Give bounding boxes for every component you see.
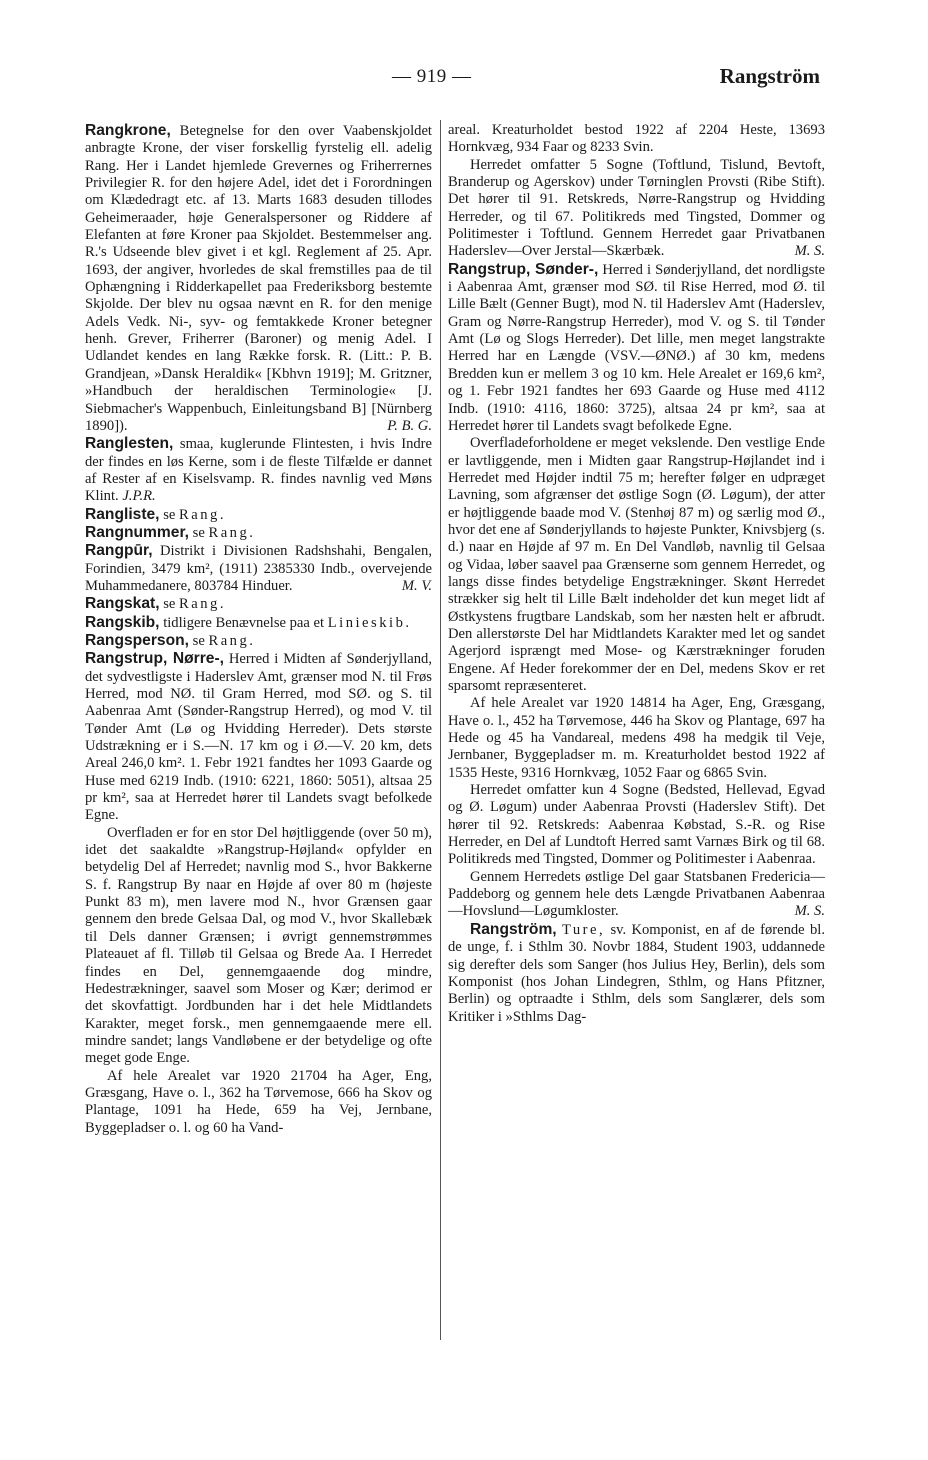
- entry-text: se: [163, 596, 176, 613]
- cross-reference: Rang.: [208, 632, 256, 649]
- paragraph: Af hele Arealet var 1920 14814 ha Ager, Eng, Græsgang, Have o. l., 452 ha Tørvemose, 446 ha Skov og Plantage, 697 ha Hede og 45 ha Vandareal, medens 498 ha medgik til Veje, Jernbaner, Byggepladser m. m. Kreaturholdet bestod 1922 af 1535 Heste, 9316 Hornkvæg, 1052 Faar og 6865 Svin.: [448, 695, 825, 781]
- author-signature: M. S.: [794, 903, 825, 920]
- paragraph: [448, 157, 825, 261]
- entry-rangstrup-sonder: [448, 261, 825, 435]
- headword: Rangstrup, Sønder-,: [448, 260, 599, 278]
- entry-rangpur: [85, 542, 432, 595]
- entry-rangskib: [85, 614, 432, 632]
- headword: Rangpūr,: [85, 542, 153, 560]
- entry-text: Betegnelse for den over Vaabenskjoldet anbragte Krone, der viser forskellig fyrstelig ell. adelig Rang. Her i Landet hjemlede Grevernes og Friherrernes Privilegier R. for den højere Adel, idet det i Forordningen om Klædedragt etc. af 13. Marts 1683 desuden tillodes Geheimeraader, høje Generalspersoner og Riddere af Elefanten at føre Kroner paa Skjoldet. Bestemmelser ang. R.'s Udseende blev givet i et kgl. Reglement af 25. Apr. 1693, der angiver, hvorledes de skal fremstilles paa de til Ophængning i Ridderkapellet paa Frederiksborg bestemte Skjolde. Der blev nu ogsaa nævnt en R. for den menige Adels Vedk. Ni-, syv- og femtakkede Kroner betegner henh. Grever, Friherrer (Baroner) og menig Adel. I Udlandet kendes en lang Række forsk. R. (Litt.: P. B. Grandjean, »Dansk Heraldik« [Kbhvn 1919]; M. Gritzner, »Handbuch der heraldischen Terminologie« [J. Siebmacher's Wappenbuch, Einleitungsband B] [Nürnberg 1890]).: [85, 123, 432, 434]
- cross-reference: Rang.: [179, 596, 226, 613]
- headword: Rangström,: [470, 920, 557, 938]
- headword: Rangsperson,: [85, 631, 189, 649]
- author-signature: J.P.R.: [122, 488, 156, 505]
- entry-text: Herred i Sønderjylland, det nordligste i Aabenraa Amt, grænser mod SØ. til Rise Herred, mod Ø. til Lille Bælt (Genner Bugt), mod N. til Haderslev Amt (Haderslev, Gram og Nørre-Rangstrup Herreder), mod V. og S. til Tønder Amt (Lø og Slogs Herreder). Det lille, men meget langstrakte Herred har en Længde (VSV.—ØNØ.) af 30 km, medens Bredden kun er mellem 3 og 10 km. Hele Arealet er 169,6 km², og 1. Febr 1921 fandtes her 693 Gaarde og Huse med 4112 Indb. (1910: 4116, 1860: 3725), altsaa 24 pr km², saa at Herredet hører til Landets svagt befolkede Egne.: [448, 261, 825, 434]
- entry-rangkrone: [85, 122, 432, 435]
- person-name: Ture,: [561, 921, 606, 938]
- page-header: [0, 66, 928, 96]
- running-head: Rangström: [719, 64, 820, 88]
- entry-rangsperson: [85, 632, 432, 650]
- headword: Rangnummer,: [85, 523, 189, 541]
- cross-reference: Linieskib.: [327, 614, 412, 631]
- paragraph-text: Herredet omfatter 5 Sogne (Toftlund, Tislund, Bevtoft, Branderup og Agerskov) under Tørninglen Provsti (Ribe Stift). Det hører til 91. Retskreds, Nørre-Rangstrup og Hvidding Herreder, og til 67. Politikreds med Tingsted, Dommer og Politimester i Toftlund. Gennem Herredet gaar Privatbanen Haderslev—Over Jerstal—Skærbæk.: [448, 156, 825, 260]
- entry-text: sv. Komponist, en af de førende bl. de unge, f. i Sthlm 30. Novbr 1884, Student 1903, uddannede sig derefter dels som Sanger (hos Julius Hey, Berlin), dels som Komponist (hos Johan Lindegren, Sthlm, og Hans Pfitzner, Berlin) og optraadte i Sthlm, dels som Sanglærer, dels som Kritiker i »Sthlms Dag-: [448, 921, 825, 1025]
- headword: Rangstrup, Nørre-,: [85, 650, 224, 668]
- author-signature: M. V.: [401, 577, 432, 594]
- entry-text: smaa, kuglerunde Flintesten, i hvis Indre der findes en løs Kerne, som i de fleste Tilfælde er dannet af Rester af en Kiselsvamp. R. findes navnlig ved Møns Klint.: [85, 436, 432, 505]
- entry-text: se: [192, 632, 205, 649]
- entry-rangstrup-norre: [85, 650, 432, 824]
- entry-text: se: [163, 506, 176, 523]
- entry-ranglesten: [85, 435, 432, 505]
- headword: Rangkrone,: [85, 122, 171, 139]
- paragraph: Herredet omfatter kun 4 Sogne (Bedsted, Hellevad, Egvad og Ø. Løgum) under Aabenraa Provsti (Haderslev Stift). Det hører til 92. Retskreds: Aabenraa Købstad, S.-R. og Rise Herreder, en Del af Lundtoft Herred samt Varnæs Birk og til 68. Politikreds med Tingsted, Dommer og Politimester i Aabenraa.: [448, 782, 825, 868]
- page-number: — 919 —: [392, 66, 472, 87]
- author-signature: M. S.: [794, 243, 825, 260]
- entry-text: Herred i Midten af Sønderjylland, det sydvestligste i Haderslev Amt, grænser mod N. til Frøs Herred, mod NØ. til Gram Herred, mod SØ. og S. til Aabenraa Amt (Sønder-Rangstrup Herred), og mod V. til Tønder Amt (Lø og Hvidding Herreder). Dets største Udstrækning er i S.—N. 17 km og i Ø.—V. 20 km, dets Areal 246,0 km². 1. Febr 1921 fandtes her 1093 Gaarde og Huse med 6219 Indb. (1910: 6221, 1860: 5051), altsaa 25 pr km², saa at Herredet hører til Landets svagt befolkede Egne.: [85, 651, 432, 824]
- author-signature: P. B. G.: [387, 417, 432, 434]
- cross-reference: Rang.: [208, 524, 256, 541]
- paragraph: Overfladeforholdene er meget vekslende. Den vestlige Ende er lavtliggende, men i Midten gaar Rangstrup-Højlandet ind i Herredet med Højder indtil 75 m; herefter følger en udpræget Lavning, som afgrænser det østlige Sogn (Ø. Løgum), der atter er højtliggende baade mod V. (Stenhøj 87 m) og særlig mod Ø., hvor det ene af Sønderjyllands to højeste Punkter, Knivsbjerg (s. d.) naar en Højde af 97 m. En Del Vandløb, navnlig til Gelsaa og Vidaa, løber saavel paa Grænserne som gennem Herredet, og langs disse findes betydelige Engstrækninger. Skønt Herredet strækker sig helt til Lille Bælt indeholder det kun meget lidt af Østkystens frugtbare Landskab, som her næsten helt er afbrudt. Den allerstørste Del har Midtlandets Karakter med let og sandet Agerjord isprængt med Mose- og Kærstrækninger foruden Engene. Af Heder forekommer der en Del, medens Skov er ret sparsomt repræsenteret.: [448, 435, 825, 694]
- entry-rangstrom: [448, 921, 825, 1026]
- entry-rangskat: [85, 595, 432, 613]
- right-column: [448, 122, 825, 1026]
- entry-rangnummer: [85, 524, 432, 542]
- headword: Rangskat,: [85, 595, 160, 613]
- paragraph-text: Gennem Herredets østlige Del gaar Statsbanen Fredericia—Paddeborg og gennem hele dets Længde Privatbanen Aabenraa—Hovslund—Løgumkloster.: [448, 868, 825, 920]
- headword: Rangskib,: [85, 613, 160, 631]
- headword: Rangliste,: [85, 505, 160, 523]
- paragraph: areal. Kreaturholdet bestod 1922 af 2204 Heste, 13693 Hornkvæg, 934 Faar og 8233 Svin.: [448, 122, 825, 156]
- entry-text: se: [192, 524, 205, 541]
- headword: Ranglesten,: [85, 435, 174, 453]
- column-divider: [440, 120, 441, 1340]
- entry-text: Distrikt i Divisionen Radshshahi, Bengalen, Forindien, 3479 km², (1911) 2385330 Indb., overvejende Muhammedanere, 803784 Hinduer.: [85, 543, 432, 594]
- entry-rangliste: [85, 506, 432, 524]
- left-column: [85, 122, 432, 1137]
- cross-reference: Rang.: [179, 506, 226, 523]
- paragraph: Overfladen er for en stor Del højtliggende (over 50 m), idet det saakaldte »Rangstrup-Højland« opfylder en betydelig Del af Herredet; navnlig mod S., hvor Bakkerne S. f. Rangstrup By naar en Højde af over 80 m (højeste Punkt 83 m), men lavere mod N., hvor Grænsen gaar gennem den brede Gelsaa Dal, og mod V., hvor Skallebæk til Dels danner Grænsen; i øvrigt gennemstrømmes Plateauet af fl. Tilløb til Gelsaa og Brede Aa. I Herredet findes en Del, gennemgaaende dog mindre, Hedestrækninger, saavel som Moser og Kær; derimod er det skovfattigt. Jordbunden har i det hele Midtlandets Karakter, meget forsk., men gennemgaaende mere ell. mindre sandet; langs Vandløbene er der betydelige og ofte meget gode Enge.: [85, 824, 432, 1067]
- entry-text: tidligere Benævnelse paa et: [163, 614, 325, 631]
- paragraph: Af hele Arealet var 1920 21704 ha Ager, Eng, Græsgang, Have o. l., 362 ha Tørvemose, 666 ha Skov og Plantage, 1091 ha Hede, 659 ha Vej, Jernbane, Byggepladser o. l. og 60 ha Vand-: [85, 1067, 432, 1136]
- paragraph: [448, 869, 825, 921]
